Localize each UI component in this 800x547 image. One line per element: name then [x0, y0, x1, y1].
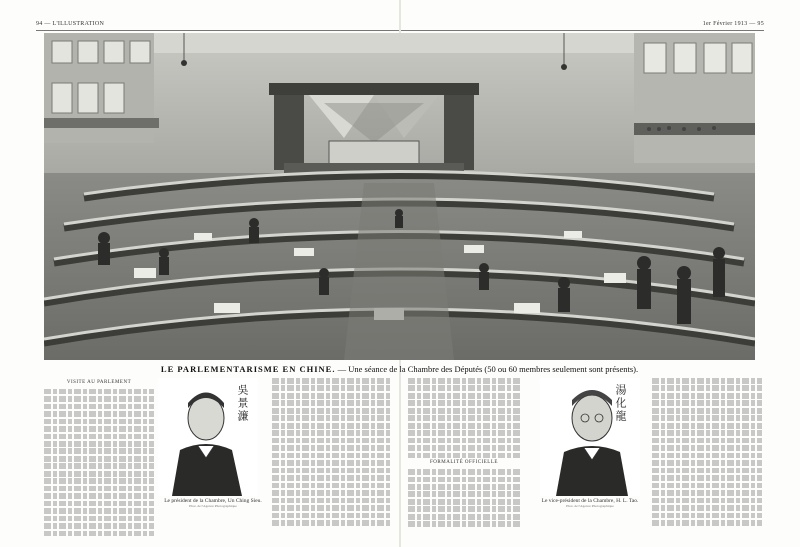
caption-text: — Une séance de la Chambre des Députés (50 ou 60 membres seulement sont présents).	[337, 364, 639, 374]
president-caption-text: Le président de la Chambre, Un Ching Sieu.	[164, 498, 262, 504]
caption-title: LE PARLEMENTARISME EN CHINE.	[160, 364, 336, 374]
article-column-2	[272, 378, 390, 538]
president-photo-credit: Phot. de l'Agence Photographique	[189, 504, 237, 508]
president-chinese-name: 吳景濂	[236, 384, 249, 423]
vice-president-caption-text: Le vice-président de la Chambre, H. L. Tao.	[541, 498, 639, 504]
running-head-left: 94 — L'ILLUSTRATION	[36, 21, 105, 27]
article-heading-formality: FORMALITÉ OFFICIELLE	[430, 460, 498, 466]
chamber-photograph	[44, 33, 755, 360]
vice-president-photo-credit: Phot. de l'Agence Photographique	[566, 504, 614, 508]
article-column-4	[652, 378, 762, 538]
article-column-3	[408, 378, 520, 538]
vice-president-caption	[530, 498, 650, 508]
article-column-1	[44, 378, 154, 538]
vice-president-chinese-name: 湯化龍	[614, 384, 627, 423]
photo-caption	[44, 364, 755, 374]
article-heading-visit: VISITE AU PARLEMENT	[66, 380, 132, 385]
president-caption	[158, 498, 268, 508]
chamber-photograph-drawing	[44, 33, 755, 360]
running-head-right: 1er Février 1913 — 95	[702, 21, 764, 27]
